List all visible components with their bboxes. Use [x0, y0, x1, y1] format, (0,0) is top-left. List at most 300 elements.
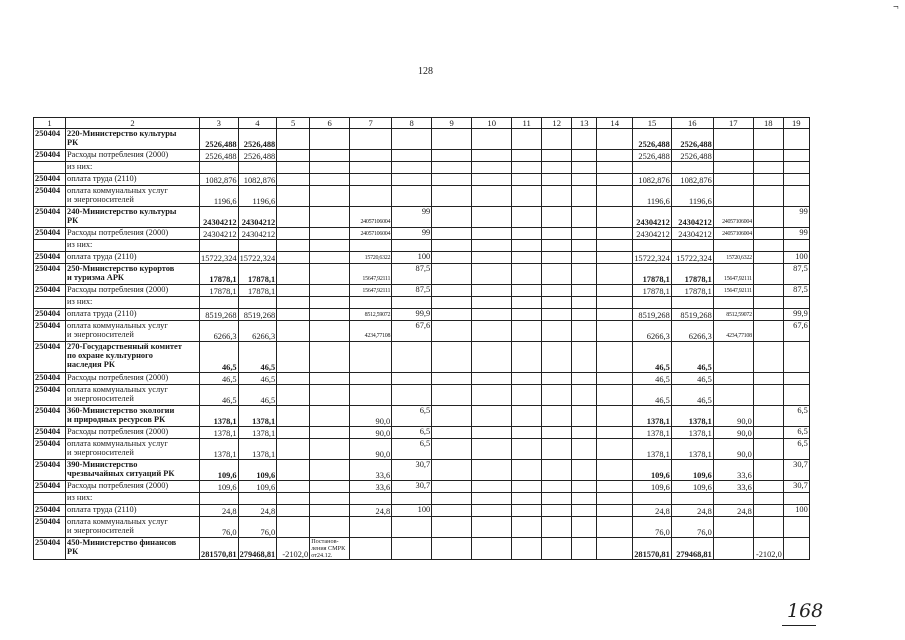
row-value-col-15: 1196,6 [633, 186, 672, 207]
table-row [34, 493, 810, 505]
row-value-col-14 [597, 460, 633, 481]
row-value-col-12 [542, 309, 572, 321]
row-value-col-5 [277, 240, 310, 252]
row-value-col-19: 87,5 [783, 264, 809, 285]
row-value-col-13 [572, 321, 597, 342]
row-value-col-17: 24057106004 [713, 207, 753, 228]
table-row [34, 517, 810, 538]
row-value-col-4: 6266,3 [238, 321, 277, 342]
row-value-col-11 [512, 427, 542, 439]
row-value-col-12 [542, 297, 572, 309]
row-value-col-13 [572, 460, 597, 481]
row-code: 250404 [34, 481, 66, 493]
row-value-col-13 [572, 297, 597, 309]
row-value-col-3: 2526,488 [200, 150, 239, 162]
row-value-col-10 [472, 342, 512, 373]
row-value-col-10 [472, 252, 512, 264]
row-value-col-16: 1378,1 [671, 427, 713, 439]
row-value-col-12 [542, 505, 572, 517]
row-value-col-3: 17878,1 [200, 285, 239, 297]
row-value-col-8 [392, 538, 432, 560]
row-value-col-14 [597, 342, 633, 373]
row-value-col-18 [753, 174, 783, 186]
row-value-col-3 [200, 162, 239, 174]
row-value-col-15: 15722,324 [633, 252, 672, 264]
row-value-col-18 [753, 252, 783, 264]
row-value-col-13 [572, 309, 597, 321]
column-header: 15 [633, 118, 672, 129]
row-name-line: оплата коммунальных услуг [67, 439, 168, 448]
row-value-col-19: 100 [783, 505, 809, 517]
row-value-col-9 [432, 228, 472, 240]
row-name-line: оплата коммунальных услуг [67, 186, 168, 195]
row-value-col-10 [472, 297, 512, 309]
row-value-col-6 [310, 252, 350, 264]
row-value-col-13 [572, 481, 597, 493]
row-value-col-8: 6,5 [392, 427, 432, 439]
row-value-col-3 [200, 297, 239, 309]
row-code: 250404 [34, 342, 66, 373]
row-value-col-19 [783, 517, 809, 538]
row-value-col-12 [542, 186, 572, 207]
row-value-col-15: 1378,1 [633, 406, 672, 427]
row-value-col-5 [277, 406, 310, 427]
row-value-col-15: 17878,1 [633, 264, 672, 285]
row-name [66, 207, 200, 228]
row-value-col-17 [713, 162, 753, 174]
row-value-col-5 [277, 321, 310, 342]
row-value-col-18 [753, 264, 783, 285]
row-value-col-4: 1378,1 [238, 406, 277, 427]
row-value-col-8: 100 [392, 252, 432, 264]
row-name-line: 250-Министерство курортов [67, 264, 175, 273]
row-value-col-10 [472, 373, 512, 385]
row-value-col-11 [512, 207, 542, 228]
row-value-col-7 [350, 373, 392, 385]
row-value-col-16: 2526,488 [671, 129, 713, 150]
row-value-col-14 [597, 297, 633, 309]
row-value-col-17: 90,0 [713, 406, 753, 427]
row-value-col-9 [432, 174, 472, 186]
row-value-col-6 [310, 493, 350, 505]
table-row [34, 162, 810, 174]
row-value-col-14 [597, 150, 633, 162]
row-value-col-5 [277, 297, 310, 309]
row-value-col-7 [350, 385, 392, 406]
row-name-line: Расходы потребления (2000) [67, 373, 169, 382]
table-row [34, 385, 810, 406]
row-value-col-13 [572, 342, 597, 373]
row-value-col-8: 99,9 [392, 309, 432, 321]
budget-table [33, 117, 810, 560]
row-value-col-5 [277, 493, 310, 505]
row-value-col-14 [597, 252, 633, 264]
row-value-col-9 [432, 493, 472, 505]
table-row [34, 240, 810, 252]
row-value-col-15: 46,5 [633, 342, 672, 373]
row-name [66, 240, 200, 252]
row-value-col-15: 24,8 [633, 505, 672, 517]
row-value-col-9 [432, 385, 472, 406]
row-value-col-5 [277, 342, 310, 373]
row-value-col-15: 8519,268 [633, 309, 672, 321]
row-value-col-15 [633, 493, 672, 505]
row-value-col-17 [713, 150, 753, 162]
column-header: 2 [66, 118, 200, 129]
row-code [34, 240, 66, 252]
column-header: 10 [472, 118, 512, 129]
row-value-col-5: -2102,0 [277, 538, 310, 560]
row-value-col-6 [310, 385, 350, 406]
row-name-line: 360-Министерство экологии [67, 406, 175, 415]
page-number: 128 [418, 66, 433, 77]
row-value-col-5 [277, 207, 310, 228]
row-value-col-7: 15720,6322 [350, 252, 392, 264]
row-value-col-14 [597, 186, 633, 207]
column-header: 16 [671, 118, 713, 129]
row-value-col-4: 76,0 [238, 517, 277, 538]
handwritten-page-number: 168 [787, 600, 824, 622]
row-value-col-11 [512, 439, 542, 460]
row-value-col-12 [542, 150, 572, 162]
row-value-col-8: 99 [392, 207, 432, 228]
row-value-col-19: 99 [783, 228, 809, 240]
row-value-col-9 [432, 373, 472, 385]
row-value-col-19 [783, 373, 809, 385]
row-value-col-15: 6266,3 [633, 321, 672, 342]
row-value-col-8: 100 [392, 505, 432, 517]
row-value-col-8: 87,5 [392, 264, 432, 285]
row-value-col-16 [671, 297, 713, 309]
row-value-col-7 [350, 150, 392, 162]
row-value-col-7: 24057106004 [350, 228, 392, 240]
row-value-col-15 [633, 297, 672, 309]
table-row [34, 174, 810, 186]
row-value-col-19 [783, 538, 809, 560]
row-value-col-10 [472, 505, 512, 517]
row-value-col-3: 1082,876 [200, 174, 239, 186]
row-value-col-18 [753, 342, 783, 373]
row-value-col-13 [572, 162, 597, 174]
row-value-col-19: 30,7 [783, 460, 809, 481]
row-value-col-7 [350, 174, 392, 186]
row-value-col-13 [572, 129, 597, 150]
row-value-col-4 [238, 297, 277, 309]
row-value-col-11 [512, 285, 542, 297]
row-value-col-12 [542, 481, 572, 493]
row-value-col-15: 46,5 [633, 385, 672, 406]
row-value-col-13 [572, 285, 597, 297]
row-value-col-3: 8519,268 [200, 309, 239, 321]
row-value-col-18 [753, 460, 783, 481]
row-value-col-6 [310, 321, 350, 342]
row-value-col-18 [753, 162, 783, 174]
row-code: 250404 [34, 373, 66, 385]
row-value-col-3: 15722,324 [200, 252, 239, 264]
row-value-col-12 [542, 174, 572, 186]
row-code: 250404 [34, 207, 66, 228]
row-value-col-11 [512, 309, 542, 321]
table-row [34, 309, 810, 321]
row-value-col-9 [432, 129, 472, 150]
row-value-col-16: 46,5 [671, 385, 713, 406]
row-value-col-15: 109,6 [633, 481, 672, 493]
row-value-col-18 [753, 207, 783, 228]
table-row [34, 228, 810, 240]
row-value-col-4: 15722,324 [238, 252, 277, 264]
row-value-col-9 [432, 264, 472, 285]
column-header: 9 [432, 118, 472, 129]
row-name-line: оплата коммунальных услуг [67, 385, 168, 394]
row-code [34, 493, 66, 505]
row-value-col-7: 33,6 [350, 460, 392, 481]
row-code: 250404 [34, 505, 66, 517]
row-value-col-4: 17878,1 [238, 285, 277, 297]
table-row [34, 297, 810, 309]
row-value-col-9 [432, 439, 472, 460]
row-code: 250404 [34, 264, 66, 285]
row-value-col-5 [277, 162, 310, 174]
row-value-col-4: 279468,81 [238, 538, 277, 560]
row-value-col-4: 24304212 [238, 207, 277, 228]
row-value-col-4: 17878,1 [238, 264, 277, 285]
row-value-col-11 [512, 373, 542, 385]
row-value-col-16: 1378,1 [671, 406, 713, 427]
row-value-col-10 [472, 129, 512, 150]
row-code: 250404 [34, 150, 66, 162]
row-value-col-12 [542, 517, 572, 538]
row-value-col-10 [472, 427, 512, 439]
row-value-col-4 [238, 240, 277, 252]
row-value-col-12 [542, 240, 572, 252]
row-value-col-9 [432, 162, 472, 174]
row-value-col-17: 90,0 [713, 439, 753, 460]
row-value-col-9 [432, 342, 472, 373]
row-value-col-11 [512, 385, 542, 406]
row-value-col-7 [350, 493, 392, 505]
row-value-col-9 [432, 321, 472, 342]
row-value-col-4 [238, 162, 277, 174]
row-name-line: 390-Министерство [67, 460, 138, 469]
row-value-col-13 [572, 385, 597, 406]
row-name [66, 342, 200, 373]
row-value-col-9 [432, 505, 472, 517]
row-value-col-6 [310, 406, 350, 427]
row-value-col-4: 2526,488 [238, 129, 277, 150]
row-value-col-7: 15647,92111 [350, 285, 392, 297]
row-value-col-16: 1082,876 [671, 174, 713, 186]
table-row [34, 129, 810, 150]
row-value-col-10 [472, 481, 512, 493]
row-value-col-18 [753, 439, 783, 460]
row-value-col-5 [277, 264, 310, 285]
row-value-col-14 [597, 228, 633, 240]
row-value-col-12 [542, 538, 572, 560]
row-value-col-6 [310, 150, 350, 162]
row-value-col-8: 30,7 [392, 460, 432, 481]
row-name [66, 373, 200, 385]
row-value-col-18 [753, 228, 783, 240]
column-header-row [34, 118, 810, 129]
row-value-col-7: 90,0 [350, 406, 392, 427]
column-header: 8 [392, 118, 432, 129]
table-row [34, 373, 810, 385]
row-name [66, 538, 200, 560]
row-value-col-16 [671, 162, 713, 174]
row-value-col-8 [392, 493, 432, 505]
row-value-col-11 [512, 342, 542, 373]
row-value-col-3: 46,5 [200, 385, 239, 406]
row-value-col-3: 1378,1 [200, 406, 239, 427]
row-value-col-4: 24304212 [238, 228, 277, 240]
row-value-col-16: 24,8 [671, 505, 713, 517]
row-value-col-18 [753, 186, 783, 207]
row-value-col-19 [783, 385, 809, 406]
row-value-col-15: 109,6 [633, 460, 672, 481]
row-value-col-4: 46,5 [238, 342, 277, 373]
row-value-col-14 [597, 309, 633, 321]
row-value-col-4: 46,5 [238, 385, 277, 406]
row-value-col-3: 2526,488 [200, 129, 239, 150]
row-value-col-6 [310, 517, 350, 538]
row-value-col-17 [713, 342, 753, 373]
row-value-col-9 [432, 297, 472, 309]
row-value-col-8: 30,7 [392, 481, 432, 493]
row-code: 250404 [34, 129, 66, 150]
row-value-col-5 [277, 460, 310, 481]
row-name-line: и энергоносителей [67, 330, 134, 339]
row-value-col-12 [542, 129, 572, 150]
row-value-col-8 [392, 517, 432, 538]
row-value-col-5 [277, 186, 310, 207]
row-value-col-9 [432, 240, 472, 252]
row-value-col-6 [310, 505, 350, 517]
row-name-line: Расходы потребления (2000) [67, 427, 169, 436]
row-value-col-13 [572, 373, 597, 385]
column-header: 13 [572, 118, 597, 129]
row-value-col-17: 15647,92111 [713, 264, 753, 285]
row-name-line: и туризма АРК [67, 273, 125, 282]
row-name [66, 129, 200, 150]
row-name [66, 481, 200, 493]
row-value-col-19: 99,9 [783, 309, 809, 321]
column-header: 11 [512, 118, 542, 129]
row-name [66, 427, 200, 439]
row-value-col-16: 109,6 [671, 460, 713, 481]
row-name-line: РК [67, 138, 79, 147]
row-name-line: 240-Министерство культуры [67, 207, 177, 216]
row-value-col-19 [783, 493, 809, 505]
row-value-col-12 [542, 162, 572, 174]
row-value-col-19: 87,5 [783, 285, 809, 297]
row-value-col-10 [472, 264, 512, 285]
row-value-col-9 [432, 517, 472, 538]
row-name-line: по охране культурного [67, 351, 153, 360]
row-value-col-14 [597, 517, 633, 538]
row-value-col-19 [783, 162, 809, 174]
row-value-col-19: 100 [783, 252, 809, 264]
row-value-col-18 [753, 481, 783, 493]
row-value-col-8: 99 [392, 228, 432, 240]
row-value-col-8 [392, 162, 432, 174]
row-code: 250404 [34, 285, 66, 297]
row-value-col-8 [392, 385, 432, 406]
row-value-col-13 [572, 538, 597, 560]
row-value-col-19 [783, 150, 809, 162]
row-value-col-6 [310, 228, 350, 240]
row-value-col-18 [753, 297, 783, 309]
row-name [66, 505, 200, 517]
row-name-line: Расходы потребления (2000) [67, 481, 169, 490]
row-value-col-9 [432, 460, 472, 481]
row-value-col-13 [572, 150, 597, 162]
row-value-col-10 [472, 493, 512, 505]
row-code: 250404 [34, 174, 66, 186]
row-value-col-6 [310, 174, 350, 186]
row-value-col-9 [432, 481, 472, 493]
row-name-line: наследия РК [67, 360, 115, 369]
row-value-col-8: 67,6 [392, 321, 432, 342]
row-value-col-14 [597, 207, 633, 228]
row-value-col-8: 87,5 [392, 285, 432, 297]
row-value-col-8 [392, 129, 432, 150]
row-value-col-11 [512, 129, 542, 150]
row-name [66, 264, 200, 285]
row-name [66, 493, 200, 505]
column-header: 17 [713, 118, 753, 129]
row-name [66, 174, 200, 186]
row-value-col-3: 24,8 [200, 505, 239, 517]
row-code: 250404 [34, 321, 66, 342]
row-value-col-3: 46,5 [200, 373, 239, 385]
row-name-line: РК [67, 216, 79, 225]
row-value-col-6 [310, 460, 350, 481]
row-value-col-19: 6,5 [783, 427, 809, 439]
row-value-col-16: 109,6 [671, 481, 713, 493]
row-value-col-16: 46,5 [671, 373, 713, 385]
row-value-col-15 [633, 240, 672, 252]
column-header: 6 [310, 118, 350, 129]
row-name-line: оплата труда (2110) [67, 309, 137, 318]
row-value-col-15: 281570,81 [633, 538, 672, 560]
row-value-col-12 [542, 285, 572, 297]
row-value-col-15: 76,0 [633, 517, 672, 538]
row-value-col-16: 1196,6 [671, 186, 713, 207]
row-name-line: и энергоносителей [67, 526, 134, 535]
row-value-col-8 [392, 186, 432, 207]
row-value-col-13 [572, 228, 597, 240]
row-code: 250404 [34, 538, 66, 560]
row-value-col-17: 33,6 [713, 481, 753, 493]
row-value-col-10 [472, 150, 512, 162]
row-value-col-7: 24,8 [350, 505, 392, 517]
row-value-col-3: 17878,1 [200, 264, 239, 285]
table-row [34, 150, 810, 162]
row-value-col-19 [783, 342, 809, 373]
row-name-line: 220-Министерство культуры [67, 129, 177, 138]
row-value-col-15 [633, 162, 672, 174]
row-value-col-8 [392, 342, 432, 373]
row-value-col-5 [277, 481, 310, 493]
row-value-col-5 [277, 517, 310, 538]
row-value-col-17: 24057106004 [713, 228, 753, 240]
row-value-col-6 [310, 186, 350, 207]
row-value-col-14 [597, 240, 633, 252]
table-row [34, 505, 810, 517]
row-value-col-3: 24304212 [200, 228, 239, 240]
row-value-col-5 [277, 439, 310, 460]
row-value-col-18 [753, 285, 783, 297]
